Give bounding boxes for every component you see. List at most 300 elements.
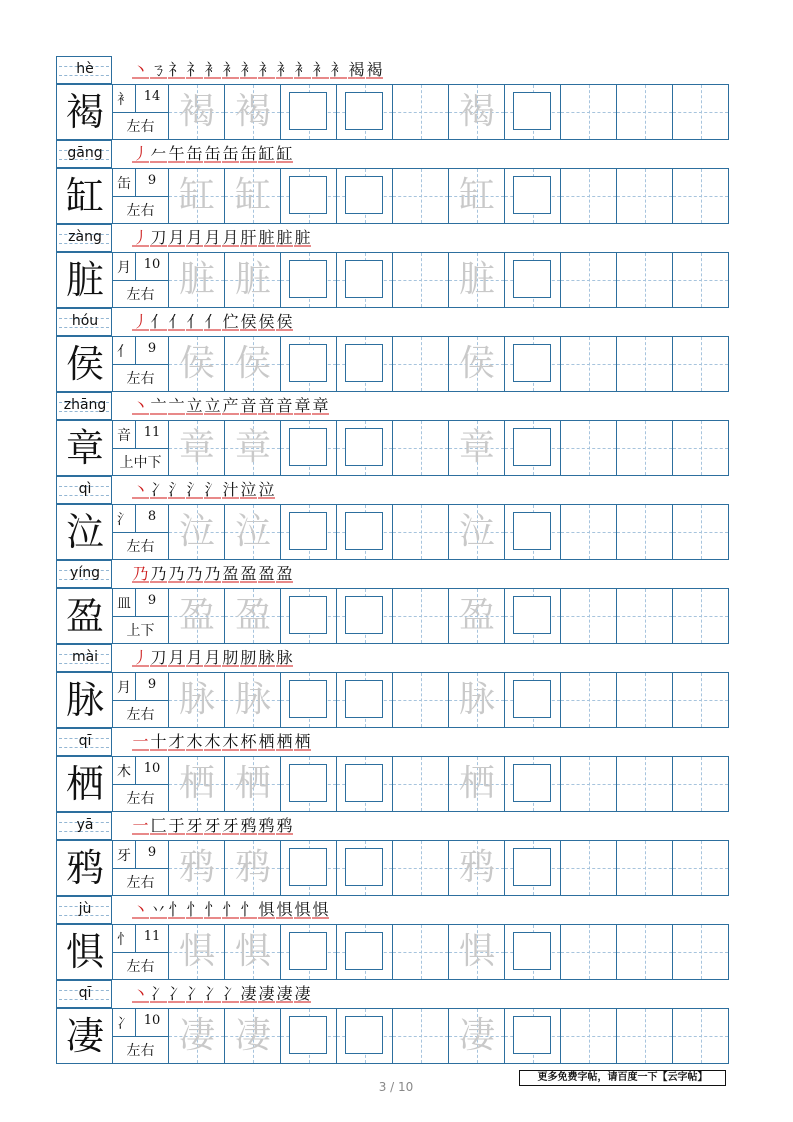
structure-label: 左右: [126, 287, 155, 303]
practice-cell[interactable]: [673, 505, 728, 559]
stroke-step: 亠: [168, 397, 185, 415]
practice-grid: [56, 252, 729, 308]
stroke-count: 9: [147, 593, 157, 608]
practice-cell[interactable]: [169, 85, 225, 139]
cell-guide-horizontal: [561, 532, 616, 533]
practice-cell[interactable]: [281, 85, 337, 139]
stroke-count: 11: [143, 929, 161, 944]
practice-cell[interactable]: [505, 505, 561, 559]
model-character: 脏: [65, 258, 104, 302]
practice-grid: [56, 840, 729, 896]
model-character: 凄: [65, 1014, 104, 1058]
practice-cell[interactable]: [449, 253, 505, 307]
cell-guide-horizontal: [393, 112, 448, 113]
stroke-step: 惧: [276, 901, 293, 919]
character-row: [56, 560, 729, 644]
trace-character: 章: [234, 427, 271, 468]
radical-label: 氵: [117, 512, 131, 528]
practice-cell[interactable]: [393, 841, 449, 895]
practice-cell[interactable]: [505, 1009, 561, 1063]
stroke-step: 衤: [240, 61, 257, 79]
practice-cell[interactable]: [673, 757, 728, 811]
practice-cell[interactable]: [281, 169, 337, 223]
practice-cell[interactable]: [169, 337, 225, 391]
practice-cell[interactable]: [169, 841, 225, 895]
practice-cell[interactable]: [617, 757, 673, 811]
practice-cell[interactable]: [169, 253, 225, 307]
model-character-cell: [57, 85, 113, 139]
practice-cell[interactable]: [337, 673, 393, 727]
model-character: 泣: [65, 510, 104, 554]
pinyin-box: [56, 56, 112, 84]
practice-grid: [56, 336, 729, 392]
inner-writing-box: [513, 932, 551, 970]
practice-cell[interactable]: [281, 589, 337, 643]
trace-character: 栖: [234, 763, 271, 804]
practice-cell[interactable]: [561, 925, 617, 979]
trace-character: 惧: [234, 931, 271, 972]
character-info-cell: [113, 673, 169, 727]
cell-guide-horizontal: [673, 532, 728, 533]
practice-sheet: [56, 56, 729, 1064]
stroke-step: 缶: [204, 145, 221, 163]
cell-guide-horizontal: [617, 448, 672, 449]
cell-guide-horizontal: [393, 868, 448, 869]
pinyin-label: yā: [76, 817, 94, 833]
pinyin-box: [56, 308, 112, 336]
stroke-step: 忄: [204, 901, 221, 919]
practice-cell[interactable]: [281, 253, 337, 307]
practice-cell[interactable]: [169, 169, 225, 223]
pinyin-label: qī: [78, 733, 92, 749]
practice-cell[interactable]: [337, 589, 393, 643]
practice-cell[interactable]: [505, 673, 561, 727]
practice-cell[interactable]: [673, 421, 728, 475]
trace-character: 褐: [458, 91, 495, 132]
structure-label: 上中下: [119, 455, 162, 471]
practice-cell[interactable]: [337, 85, 393, 139]
practice-cell[interactable]: [281, 421, 337, 475]
practice-cell[interactable]: [561, 757, 617, 811]
stroke-step: 于: [168, 817, 185, 835]
practice-cell[interactable]: [505, 841, 561, 895]
practice-cell[interactable]: [169, 673, 225, 727]
practice-cell[interactable]: [393, 1009, 449, 1063]
model-character: 缸: [65, 174, 104, 218]
stroke-step: 亻: [150, 313, 167, 331]
practice-cell[interactable]: [505, 85, 561, 139]
practice-cell[interactable]: [169, 505, 225, 559]
practice-cell[interactable]: [617, 925, 673, 979]
cell-guide-horizontal: [561, 868, 616, 869]
cell-guide-horizontal: [561, 112, 616, 113]
trace-character: 脏: [178, 259, 215, 300]
model-character: 褐: [65, 90, 104, 134]
practice-cell[interactable]: [393, 169, 449, 223]
practice-cell[interactable]: [169, 421, 225, 475]
model-character-cell: [57, 841, 113, 895]
stroke-step: 凄: [294, 985, 311, 1003]
practice-cell[interactable]: [225, 169, 281, 223]
practice-cell[interactable]: [561, 841, 617, 895]
practice-cell[interactable]: [617, 505, 673, 559]
practice-cell[interactable]: [449, 505, 505, 559]
practice-cell[interactable]: [393, 757, 449, 811]
stroke-step: 丿: [132, 145, 149, 163]
stroke-step: 盈: [240, 565, 257, 583]
practice-cell[interactable]: [169, 925, 225, 979]
stroke-step: 泣: [258, 481, 275, 499]
practice-cell[interactable]: [561, 589, 617, 643]
practice-cell[interactable]: [617, 253, 673, 307]
stroke-step: 乃: [168, 565, 185, 583]
structure-label: 左右: [126, 791, 155, 807]
character-row: [56, 476, 729, 560]
practice-cell[interactable]: [673, 85, 728, 139]
cell-guide-horizontal: [617, 868, 672, 869]
inner-writing-box: [345, 764, 383, 802]
practice-cell[interactable]: [561, 85, 617, 139]
practice-cell[interactable]: [225, 841, 281, 895]
practice-cell[interactable]: [337, 757, 393, 811]
practice-cell[interactable]: [337, 925, 393, 979]
practice-cell[interactable]: [673, 1009, 728, 1063]
practice-cell[interactable]: [561, 169, 617, 223]
practice-cell[interactable]: [393, 673, 449, 727]
model-character: 栖: [65, 762, 104, 806]
practice-cell[interactable]: [281, 925, 337, 979]
practice-cell[interactable]: [281, 505, 337, 559]
inner-writing-box: [345, 512, 383, 550]
stroke-step: 衤: [330, 61, 347, 79]
stroke-step: 牙: [222, 817, 239, 835]
practice-cell[interactable]: [449, 925, 505, 979]
practice-cell[interactable]: [169, 589, 225, 643]
pinyin-box: [56, 812, 112, 840]
model-character-cell: [57, 337, 113, 391]
practice-cell[interactable]: [673, 673, 728, 727]
stroke-count: 9: [147, 173, 157, 188]
practice-cell[interactable]: [393, 589, 449, 643]
inner-writing-box: [289, 932, 327, 970]
practice-cell[interactable]: [393, 85, 449, 139]
practice-cell[interactable]: [449, 421, 505, 475]
stroke-step: 乃: [132, 565, 149, 583]
practice-cell[interactable]: [449, 841, 505, 895]
stroke-step: 木: [222, 733, 239, 751]
cell-guide-horizontal: [393, 616, 448, 617]
practice-cell[interactable]: [225, 673, 281, 727]
stroke-step: 章: [312, 397, 329, 415]
radical-label: 月: [117, 680, 131, 696]
cell-guide-horizontal: [617, 1036, 672, 1037]
stroke-step: 立: [204, 397, 221, 415]
practice-cell[interactable]: [393, 421, 449, 475]
character-info-cell: [113, 925, 169, 979]
trace-character: 泣: [234, 511, 271, 552]
cell-guide-horizontal: [561, 196, 616, 197]
stroke-step: 礻: [168, 61, 185, 79]
practice-grid: [56, 588, 729, 644]
cell-guide-horizontal: [561, 1036, 616, 1037]
practice-cell[interactable]: [449, 337, 505, 391]
cell-guide-horizontal: [673, 868, 728, 869]
inner-writing-box: [513, 764, 551, 802]
trace-character: 脉: [178, 679, 215, 720]
cell-guide-horizontal: [673, 1036, 728, 1037]
cell-guide-horizontal: [673, 280, 728, 281]
cell-guide-horizontal: [673, 364, 728, 365]
inner-writing-box: [345, 428, 383, 466]
stroke-step: 月: [222, 229, 239, 247]
trace-character: 缸: [234, 175, 271, 216]
practice-cell[interactable]: [281, 673, 337, 727]
pinyin-label: jù: [78, 901, 92, 917]
practice-cell[interactable]: [281, 841, 337, 895]
stroke-step: 乃: [150, 565, 167, 583]
trace-character: 章: [458, 427, 495, 468]
practice-cell[interactable]: [561, 1009, 617, 1063]
practice-cell[interactable]: [617, 85, 673, 139]
practice-cell[interactable]: [281, 337, 337, 391]
trace-character: 栖: [458, 763, 495, 804]
cell-guide-horizontal: [393, 364, 448, 365]
practice-cell[interactable]: [393, 253, 449, 307]
trace-character: 侯: [458, 343, 495, 384]
pinyin-label: gāng: [67, 145, 103, 161]
structure-label: 左右: [126, 539, 155, 555]
inner-writing-box: [513, 428, 551, 466]
stroke-step: 亻: [186, 313, 203, 331]
practice-cell[interactable]: [673, 337, 728, 391]
practice-cell[interactable]: [449, 757, 505, 811]
practice-cell[interactable]: [337, 253, 393, 307]
practice-cell[interactable]: [337, 169, 393, 223]
practice-cell[interactable]: [393, 505, 449, 559]
stroke-step: 丿: [132, 229, 149, 247]
inner-writing-box: [289, 764, 327, 802]
practice-cell[interactable]: [225, 421, 281, 475]
character-row: [56, 140, 729, 224]
practice-cell[interactable]: [673, 169, 728, 223]
stroke-step: 侯: [240, 313, 257, 331]
radical-label: 皿: [117, 596, 131, 612]
practice-cell[interactable]: [337, 1009, 393, 1063]
trace-character: 侯: [234, 343, 271, 384]
stroke-step: 丷: [150, 901, 167, 919]
radical-label: 缶: [117, 176, 131, 192]
stroke-step: 伫: [222, 313, 239, 331]
pinyin-strip: [56, 896, 729, 924]
stroke-step: 肕: [222, 649, 239, 667]
trace-character: 盈: [234, 595, 271, 636]
stroke-step: 音: [258, 397, 275, 415]
pinyin-label: qī: [78, 985, 92, 1001]
stroke-step: 乃: [204, 565, 221, 583]
cell-guide-horizontal: [617, 616, 672, 617]
radical-label: 音: [117, 428, 131, 444]
stroke-step: 冫: [150, 985, 167, 1003]
practice-cell[interactable]: [673, 253, 728, 307]
inner-writing-box: [289, 1016, 327, 1054]
pinyin-label: hè: [76, 61, 94, 77]
practice-cell[interactable]: [617, 337, 673, 391]
practice-cell[interactable]: [337, 841, 393, 895]
inner-writing-box: [513, 176, 551, 214]
stroke-step: 杯: [240, 733, 257, 751]
inner-writing-box: [345, 680, 383, 718]
practice-cell[interactable]: [337, 337, 393, 391]
practice-cell[interactable]: [337, 421, 393, 475]
practice-cell[interactable]: [673, 589, 728, 643]
practice-cell[interactable]: [225, 505, 281, 559]
stroke-step: 忄: [186, 901, 203, 919]
character-row: [56, 728, 729, 812]
cell-guide-horizontal: [617, 196, 672, 197]
practice-cell[interactable]: [393, 337, 449, 391]
inner-writing-box: [289, 512, 327, 550]
practice-cell[interactable]: [225, 337, 281, 391]
stroke-step: 丶: [132, 901, 149, 919]
practice-cell[interactable]: [617, 1009, 673, 1063]
practice-cell[interactable]: [561, 505, 617, 559]
practice-grid: [56, 420, 729, 476]
cell-guide-horizontal: [393, 700, 448, 701]
cell-guide-horizontal: [617, 700, 672, 701]
stroke-order-sequence: [132, 817, 293, 835]
stroke-order-sequence: [132, 61, 383, 79]
pinyin-strip: [56, 392, 729, 420]
practice-cell[interactable]: [449, 589, 505, 643]
cell-guide-horizontal: [393, 1036, 448, 1037]
character-info-cell: [113, 421, 169, 475]
stroke-step: 亠: [150, 397, 167, 415]
character-info-cell: [113, 757, 169, 811]
stroke-step: 匚: [150, 817, 167, 835]
radical-label: 冫: [117, 1016, 131, 1032]
practice-cell[interactable]: [673, 841, 728, 895]
stroke-step: 月: [168, 229, 185, 247]
inner-writing-box: [513, 260, 551, 298]
practice-cell[interactable]: [225, 253, 281, 307]
practice-cell[interactable]: [617, 169, 673, 223]
pinyin-label: zàng: [68, 229, 102, 245]
practice-cell[interactable]: [281, 757, 337, 811]
pinyin-box: [56, 560, 112, 588]
trace-character: 泣: [458, 511, 495, 552]
trace-character: 盈: [458, 595, 495, 636]
practice-cell[interactable]: [169, 1009, 225, 1063]
practice-cell[interactable]: [505, 589, 561, 643]
stroke-order-sequence: [132, 313, 293, 331]
practice-cell[interactable]: [505, 925, 561, 979]
inner-writing-box: [345, 260, 383, 298]
stroke-step: 盈: [258, 565, 275, 583]
model-character-cell: [57, 421, 113, 475]
practice-cell[interactable]: [617, 589, 673, 643]
practice-cell[interactable]: [505, 337, 561, 391]
practice-cell[interactable]: [169, 757, 225, 811]
practice-cell[interactable]: [505, 757, 561, 811]
practice-cell[interactable]: [449, 169, 505, 223]
stroke-step: 汁: [222, 481, 239, 499]
trace-character: 凄: [458, 1015, 495, 1056]
practice-cell[interactable]: [561, 673, 617, 727]
practice-cell[interactable]: [505, 253, 561, 307]
cell-guide-horizontal: [673, 784, 728, 785]
stroke-step: 肕: [240, 649, 257, 667]
practice-cell[interactable]: [617, 841, 673, 895]
practice-cell[interactable]: [505, 421, 561, 475]
cell-guide-horizontal: [393, 784, 448, 785]
pinyin-strip: [56, 644, 729, 672]
stroke-step: 刀: [150, 649, 167, 667]
practice-cell[interactable]: [505, 169, 561, 223]
stroke-order-sequence: [132, 733, 311, 751]
stroke-order-sequence: [132, 481, 275, 499]
practice-cell[interactable]: [225, 1009, 281, 1063]
stroke-step: 褐: [366, 61, 383, 79]
pinyin-label: yíng: [70, 565, 100, 581]
stroke-count: 11: [143, 425, 161, 440]
character-info-cell: [113, 589, 169, 643]
stroke-step: 脏: [276, 229, 293, 247]
stroke-step: 月: [168, 649, 185, 667]
cell-guide-horizontal: [561, 616, 616, 617]
stroke-step: 脉: [258, 649, 275, 667]
pinyin-label: qì: [78, 481, 92, 497]
structure-label: 上下: [126, 623, 155, 639]
practice-cell[interactable]: [449, 1009, 505, 1063]
practice-cell[interactable]: [281, 1009, 337, 1063]
stroke-step: 盈: [276, 565, 293, 583]
inner-writing-box: [289, 596, 327, 634]
inner-writing-box: [513, 1016, 551, 1054]
practice-cell[interactable]: [225, 85, 281, 139]
stroke-step: 十: [150, 733, 167, 751]
stroke-step: 冫: [204, 985, 221, 1003]
practice-cell[interactable]: [225, 925, 281, 979]
practice-cell[interactable]: [449, 85, 505, 139]
pinyin-box: [56, 980, 112, 1008]
inner-writing-box: [345, 596, 383, 634]
inner-writing-box: [345, 344, 383, 382]
practice-cell[interactable]: [337, 505, 393, 559]
practice-cell[interactable]: [449, 673, 505, 727]
cell-guide-horizontal: [673, 616, 728, 617]
cell-guide-horizontal: [617, 952, 672, 953]
stroke-count: 9: [147, 677, 157, 692]
practice-cell[interactable]: [561, 253, 617, 307]
trace-character: 侯: [178, 343, 215, 384]
practice-cell[interactable]: [561, 421, 617, 475]
practice-cell[interactable]: [225, 589, 281, 643]
practice-cell[interactable]: [225, 757, 281, 811]
practice-cell[interactable]: [617, 421, 673, 475]
practice-cell[interactable]: [561, 337, 617, 391]
stroke-order-sequence: [132, 901, 329, 919]
stroke-step: 亻: [204, 313, 221, 331]
stroke-step: 脏: [294, 229, 311, 247]
practice-cell[interactable]: [617, 673, 673, 727]
stroke-step: 音: [240, 397, 257, 415]
stroke-step: 泣: [240, 481, 257, 499]
practice-cell[interactable]: [673, 925, 728, 979]
stroke-step: 缸: [276, 145, 293, 163]
model-character: 侯: [65, 342, 104, 386]
structure-label: 左右: [126, 203, 155, 219]
practice-cell[interactable]: [393, 925, 449, 979]
